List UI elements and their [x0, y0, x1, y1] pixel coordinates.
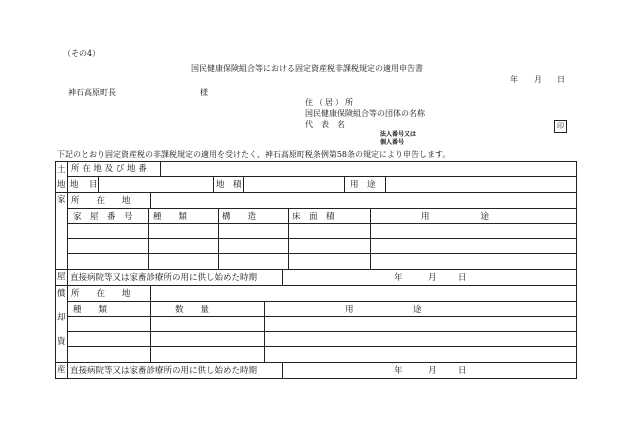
house-row1-floor-area[interactable] — [289, 224, 370, 238]
land-area-input[interactable] — [244, 177, 344, 192]
depreciable-row3-type[interactable] — [68, 347, 150, 361]
date-day-label: 日 — [557, 75, 565, 84]
date-month-label: 月 — [534, 75, 542, 84]
house-col-floor-area: 床 面 積 — [292, 212, 335, 222]
land-location-input[interactable] — [161, 162, 576, 176]
depreciable-row2-type[interactable] — [68, 332, 150, 346]
honorific: 様 — [200, 88, 208, 97]
land-area-label: 地 積 — [216, 180, 242, 190]
depreciable-row1-type[interactable] — [68, 317, 150, 331]
depreciable-row3-use[interactable] — [265, 347, 576, 361]
house-row2-structure[interactable] — [219, 239, 288, 253]
land-category-label: 地 目 — [70, 180, 99, 190]
depreciable-section-char-3: 資 — [57, 337, 66, 347]
form-number: （その4） — [63, 49, 101, 58]
house-row1-use[interactable] — [371, 224, 576, 238]
house-row3-floor-area[interactable] — [289, 254, 370, 268]
house-row1-type[interactable] — [149, 224, 218, 238]
date-year-label: 年 — [510, 75, 518, 84]
house-start-label: 直接病院等又は家畜診療所の用に供し始めた時期 — [70, 273, 258, 283]
depreciable-col-use: 用 途 — [345, 305, 422, 315]
depreciable-start-year: 年 — [394, 366, 403, 376]
house-row1-structure[interactable] — [219, 224, 288, 238]
depreciable-start-day: 日 — [458, 366, 467, 376]
address-label: 住（居）所 — [305, 98, 355, 107]
house-row3-number[interactable] — [68, 254, 148, 268]
declaration-text: 下記のとおり固定資産税の非課税規定の適用を受けたく、神石高原町税条例第58条の規定により申告します。 — [57, 150, 451, 159]
house-col-use: 用 途 — [421, 212, 490, 222]
house-start-month: 月 — [428, 273, 437, 283]
land-location-label: 所 在 地 及 び 地 番 — [71, 164, 147, 174]
depreciable-location-label: 所 在 地 — [71, 289, 131, 299]
personal-number-label: 個人番号 — [380, 139, 405, 146]
depreciable-start-month: 月 — [428, 366, 437, 376]
house-location-input[interactable] — [151, 193, 576, 208]
depreciable-row1-quantity[interactable] — [151, 317, 264, 331]
depreciable-col-quantity: 数 量 — [175, 305, 210, 315]
house-row2-type[interactable] — [149, 239, 218, 253]
house-row2-floor-area[interactable] — [289, 239, 370, 253]
house-start-year: 年 — [394, 273, 403, 283]
corp-number-label: 法人番号又は — [380, 131, 417, 138]
house-row2-use[interactable] — [371, 239, 576, 253]
depreciable-row3-quantity[interactable] — [151, 347, 264, 361]
house-row2-number[interactable] — [68, 239, 148, 253]
form-title: 国民健康保険組合等における固定資産税非課税規定の適用申告書 — [191, 64, 423, 73]
depreciable-start-label: 直接病院等又は家畜診療所の用に供し始めた時期 — [70, 366, 258, 376]
house-location-label: 所 在 地 — [71, 196, 131, 206]
house-row3-use[interactable] — [371, 254, 576, 268]
depreciable-section-char-4: 産 — [57, 365, 66, 375]
house-row1-number[interactable] — [68, 224, 148, 238]
depreciable-col-type: 種 類 — [73, 305, 108, 315]
depreciable-row2-use[interactable] — [265, 332, 576, 346]
house-col-number: 家 屋 番 号 — [73, 212, 133, 222]
org-name-label: 国民健康保険組合等の団体の名称 — [305, 109, 425, 118]
house-col-type: 種 類 — [153, 212, 188, 222]
land-use-label: 用 途 — [350, 180, 376, 190]
depreciable-section-char-1: 償 — [57, 289, 66, 299]
house-start-day: 日 — [458, 273, 467, 283]
house-section-char-1: 家 — [57, 195, 66, 205]
seal-mark: 印 — [554, 120, 567, 133]
house-row3-structure[interactable] — [219, 254, 288, 268]
house-row3-type[interactable] — [149, 254, 218, 268]
land-section-char-1: 土 — [57, 165, 66, 175]
depreciable-location-input[interactable] — [151, 286, 576, 301]
depreciable-row2-quantity[interactable] — [151, 332, 264, 346]
land-category-input[interactable] — [99, 177, 213, 192]
depreciable-section-char-2: 却 — [57, 313, 66, 323]
depreciable-row1-use[interactable] — [265, 317, 576, 331]
representative-label: 代 表 名 — [305, 120, 345, 129]
land-section-char-2: 地 — [57, 180, 66, 190]
addressee: 神石高原町長 — [68, 88, 116, 97]
land-use-input[interactable] — [386, 177, 576, 192]
house-col-structure: 構 造 — [222, 212, 257, 222]
house-section-char-2: 屋 — [57, 272, 66, 282]
